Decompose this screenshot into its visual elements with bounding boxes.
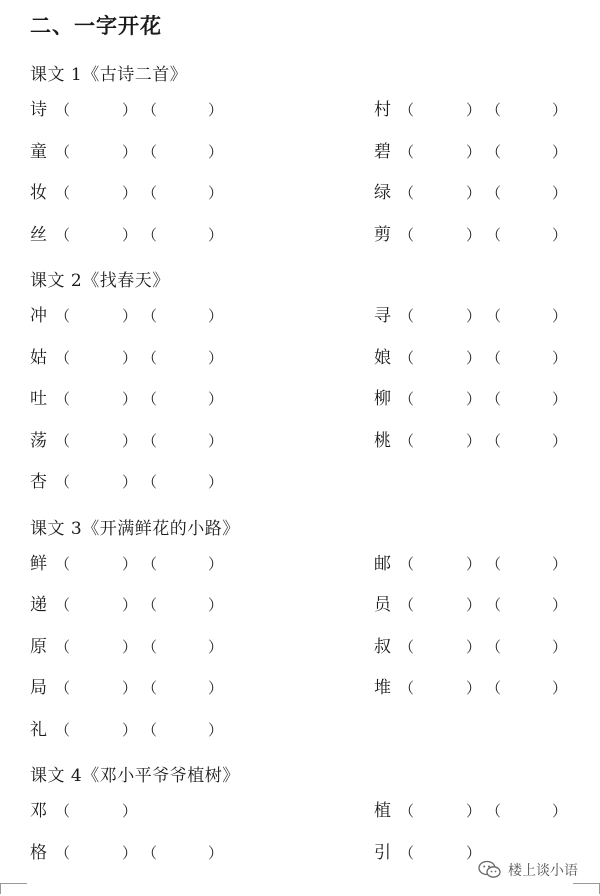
answer-blank-close-bracket[interactable]: ） (122, 431, 138, 450)
answer-blank-close-bracket[interactable]: ） (208, 843, 224, 862)
watermark (478, 858, 578, 882)
answer-blank-open-bracket[interactable]: （ (142, 473, 158, 491)
answer-blank-close-bracket[interactable]: ） (466, 843, 482, 862)
answer-blank-close-bracket[interactable]: ） (122, 348, 138, 367)
target-character: 礼 (30, 719, 47, 740)
answer-blank-open-bracket[interactable]: （ (399, 101, 415, 119)
answer-blank-open-bracket[interactable]: （ (55, 431, 71, 450)
target-character: 寻 (374, 306, 391, 326)
target-character: 村 (374, 100, 391, 120)
target-character: 冲 (30, 306, 47, 326)
target-character: 员 (374, 595, 391, 615)
answer-blank-close-bracket[interactable]: ） (466, 596, 482, 614)
answer-blank-close-bracket[interactable]: ） (122, 720, 138, 739)
answer-blank-close-bracket[interactable]: ） (208, 390, 224, 408)
target-character: 原 (30, 636, 47, 657)
watermark-text: 楼上谈小语 (508, 863, 578, 879)
target-character: 童 (30, 141, 47, 162)
answer-blank-open-bracket[interactable]: （ (55, 720, 71, 739)
answer-blank-open-bracket[interactable]: （ (399, 554, 415, 573)
answer-blank-open-bracket[interactable]: （ (486, 390, 502, 408)
section-title: 课文 3《开满鲜花的小路》 (30, 518, 240, 539)
answer-blank-close-bracket[interactable]: ） (466, 307, 482, 325)
character-row (0, 552, 600, 576)
answer-blank-close-bracket[interactable]: ） (122, 802, 138, 820)
target-character: 娘 (374, 347, 391, 368)
answer-blank-open-bracket[interactable]: （ (399, 348, 415, 367)
answer-blank-close-bracket[interactable]: ） (122, 101, 138, 119)
answer-blank-close-bracket[interactable]: ） (466, 101, 482, 119)
worksheet-heading: 二、一字开花 (30, 14, 162, 38)
answer-blank-open-bracket[interactable]: （ (399, 307, 415, 325)
target-character: 邓 (30, 801, 47, 821)
corner-mark-right (573, 883, 600, 894)
answer-blank-open-bracket[interactable]: （ (55, 348, 71, 367)
answer-blank-close-bracket[interactable]: ） (208, 431, 224, 450)
answer-blank-open-bracket[interactable]: （ (486, 307, 502, 325)
section-title: 课文 2《找春天》 (30, 271, 170, 291)
answer-blank-open-bracket[interactable]: （ (142, 720, 158, 739)
answer-blank-open-bracket[interactable]: （ (142, 101, 158, 119)
answer-blank-open-bracket[interactable]: （ (55, 473, 71, 491)
answer-blank-close-bracket[interactable]: ） (552, 637, 568, 656)
answer-blank-open-bracket[interactable]: （ (486, 679, 502, 697)
answer-blank-open-bracket[interactable]: （ (142, 390, 158, 408)
answer-blank-open-bracket[interactable]: （ (55, 225, 71, 244)
answer-blank-close-bracket[interactable]: ） (466, 637, 482, 656)
answer-blank-open-bracket[interactable]: （ (142, 431, 158, 450)
character-row (0, 181, 600, 205)
answer-blank-close-bracket[interactable]: ） (552, 184, 568, 202)
target-character: 绿 (374, 183, 391, 203)
answer-blank-open-bracket[interactable]: （ (142, 348, 158, 367)
answer-blank-open-bracket[interactable]: （ (486, 802, 502, 820)
target-character: 鲜 (30, 553, 47, 574)
answer-blank-close-bracket[interactable]: ） (552, 225, 568, 244)
answer-blank-close-bracket[interactable]: ） (208, 348, 224, 367)
answer-blank-close-bracket[interactable]: ） (122, 307, 138, 325)
target-character: 引 (374, 842, 391, 863)
answer-blank-close-bracket[interactable]: ） (122, 679, 138, 697)
answer-blank-close-bracket[interactable]: ） (208, 101, 224, 119)
answer-blank-open-bracket[interactable]: （ (399, 431, 415, 450)
target-character: 杏 (30, 472, 47, 492)
target-character: 姑 (30, 347, 47, 368)
section-title: 课文 1《古诗二首》 (30, 65, 188, 85)
character-row (0, 346, 600, 370)
character-row (0, 635, 600, 659)
answer-blank-close-bracket[interactable]: ） (122, 142, 138, 161)
answer-blank-close-bracket[interactable]: ） (208, 637, 224, 656)
answer-blank-open-bracket[interactable]: （ (142, 843, 158, 862)
answer-blank-close-bracket[interactable]: ） (122, 843, 138, 862)
answer-blank-open-bracket[interactable]: （ (55, 596, 71, 614)
answer-blank-close-bracket[interactable]: ） (466, 142, 482, 161)
answer-blank-open-bracket[interactable]: （ (399, 843, 415, 862)
answer-blank-close-bracket[interactable]: ） (552, 101, 568, 119)
answer-blank-open-bracket[interactable]: （ (142, 596, 158, 614)
target-character: 妆 (30, 183, 47, 203)
answer-blank-close-bracket[interactable]: ） (208, 554, 224, 573)
character-row (0, 140, 600, 164)
answer-blank-open-bracket[interactable]: （ (486, 637, 502, 656)
answer-blank-close-bracket[interactable]: ） (552, 431, 568, 450)
answer-blank-close-bracket[interactable]: ） (208, 142, 224, 161)
answer-blank-close-bracket[interactable]: ） (466, 225, 482, 244)
target-character: 桃 (374, 430, 391, 451)
answer-blank-open-bracket[interactable]: （ (399, 184, 415, 202)
character-row (0, 223, 600, 247)
character-row (0, 676, 600, 700)
answer-blank-close-bracket[interactable]: ） (208, 596, 224, 614)
answer-blank-open-bracket[interactable]: （ (486, 225, 502, 244)
target-character: 递 (30, 595, 47, 615)
target-character: 邮 (374, 553, 391, 574)
answer-blank-open-bracket[interactable]: （ (142, 142, 158, 161)
answer-blank-close-bracket[interactable]: ） (122, 554, 138, 573)
answer-blank-open-bracket[interactable]: （ (486, 184, 502, 202)
answer-blank-open-bracket[interactable]: （ (55, 679, 71, 697)
answer-blank-open-bracket[interactable]: （ (486, 554, 502, 573)
target-character: 柳 (374, 389, 391, 409)
target-character: 吐 (30, 389, 47, 409)
answer-blank-close-bracket[interactable]: ） (208, 679, 224, 697)
answer-blank-close-bracket[interactable]: ） (208, 720, 224, 739)
answer-blank-close-bracket[interactable]: ） (466, 390, 482, 408)
answer-blank-close-bracket[interactable]: ） (552, 307, 568, 325)
answer-blank-close-bracket[interactable]: ） (122, 596, 138, 614)
target-character: 碧 (374, 141, 391, 162)
answer-blank-open-bracket[interactable]: （ (55, 843, 71, 862)
answer-blank-open-bracket[interactable]: （ (55, 101, 71, 119)
character-row (0, 799, 600, 823)
answer-blank-open-bracket[interactable]: （ (142, 554, 158, 573)
character-row (0, 429, 600, 453)
answer-blank-open-bracket[interactable]: （ (486, 431, 502, 450)
answer-blank-open-bracket[interactable]: （ (399, 142, 415, 161)
target-character: 格 (30, 842, 47, 863)
answer-blank-open-bracket[interactable]: （ (399, 390, 415, 408)
answer-blank-close-bracket[interactable]: ） (552, 554, 568, 573)
character-row (0, 304, 600, 328)
answer-blank-close-bracket[interactable]: ） (466, 348, 482, 367)
answer-blank-open-bracket[interactable]: （ (142, 637, 158, 656)
answer-blank-open-bracket[interactable]: （ (399, 225, 415, 244)
answer-blank-open-bracket[interactable]: （ (55, 637, 71, 656)
answer-blank-open-bracket[interactable]: （ (399, 802, 415, 820)
target-character: 剪 (374, 224, 391, 245)
answer-blank-open-bracket[interactable]: （ (55, 142, 71, 161)
section-title: 课文 4《邓小平爷爷植树》 (30, 766, 240, 786)
target-character: 丝 (30, 224, 47, 245)
character-row (0, 718, 600, 742)
target-character: 叔 (374, 636, 391, 657)
answer-blank-open-bracket[interactable]: （ (486, 596, 502, 614)
answer-blank-close-bracket[interactable]: ） (122, 637, 138, 656)
answer-blank-open-bracket[interactable]: （ (486, 348, 502, 367)
answer-blank-open-bracket[interactable]: （ (55, 390, 71, 408)
target-character: 植 (374, 801, 391, 821)
answer-blank-open-bracket[interactable]: （ (142, 184, 158, 202)
answer-blank-close-bracket[interactable]: ） (552, 679, 568, 697)
answer-blank-open-bracket[interactable]: （ (142, 679, 158, 697)
answer-blank-open-bracket[interactable]: （ (55, 307, 71, 325)
answer-blank-close-bracket[interactable]: ） (552, 348, 568, 367)
character-row (0, 593, 600, 617)
answer-blank-close-bracket[interactable]: ） (466, 184, 482, 202)
answer-blank-close-bracket[interactable]: ） (552, 802, 568, 820)
wechat-chat-icon (478, 859, 502, 881)
answer-blank-open-bracket[interactable]: （ (55, 802, 71, 820)
answer-blank-close-bracket[interactable]: ） (466, 431, 482, 450)
target-character: 堆 (374, 678, 391, 698)
answer-blank-open-bracket[interactable]: （ (399, 637, 415, 656)
target-character: 诗 (30, 100, 47, 120)
answer-blank-close-bracket[interactable]: ） (552, 390, 568, 408)
target-character: 局 (30, 678, 47, 698)
answer-blank-open-bracket[interactable]: （ (55, 554, 71, 573)
answer-blank-close-bracket[interactable]: ） (552, 142, 568, 161)
answer-blank-open-bracket[interactable]: （ (55, 184, 71, 202)
answer-blank-open-bracket[interactable]: （ (399, 596, 415, 614)
answer-blank-close-bracket[interactable]: ） (466, 679, 482, 697)
answer-blank-close-bracket[interactable]: ） (208, 225, 224, 244)
answer-blank-close-bracket[interactable]: ） (552, 596, 568, 614)
answer-blank-close-bracket[interactable]: ） (466, 802, 482, 820)
answer-blank-close-bracket[interactable]: ） (208, 473, 224, 491)
character-row (0, 98, 600, 122)
answer-blank-close-bracket[interactable]: ） (208, 184, 224, 202)
answer-blank-open-bracket[interactable]: （ (486, 101, 502, 119)
answer-blank-close-bracket[interactable]: ） (208, 307, 224, 325)
answer-blank-close-bracket[interactable]: ） (122, 184, 138, 202)
answer-blank-open-bracket[interactable]: （ (142, 225, 158, 244)
corner-mark-left (0, 883, 27, 894)
answer-blank-close-bracket[interactable]: ） (122, 390, 138, 408)
answer-blank-close-bracket[interactable]: ） (122, 225, 138, 244)
answer-blank-open-bracket[interactable]: （ (486, 142, 502, 161)
character-row (0, 387, 600, 411)
character-row (0, 470, 600, 494)
target-character: 荡 (30, 430, 47, 451)
answer-blank-open-bracket[interactable]: （ (142, 307, 158, 325)
answer-blank-close-bracket[interactable]: ） (122, 473, 138, 491)
answer-blank-open-bracket[interactable]: （ (399, 679, 415, 697)
answer-blank-close-bracket[interactable]: ） (466, 554, 482, 573)
